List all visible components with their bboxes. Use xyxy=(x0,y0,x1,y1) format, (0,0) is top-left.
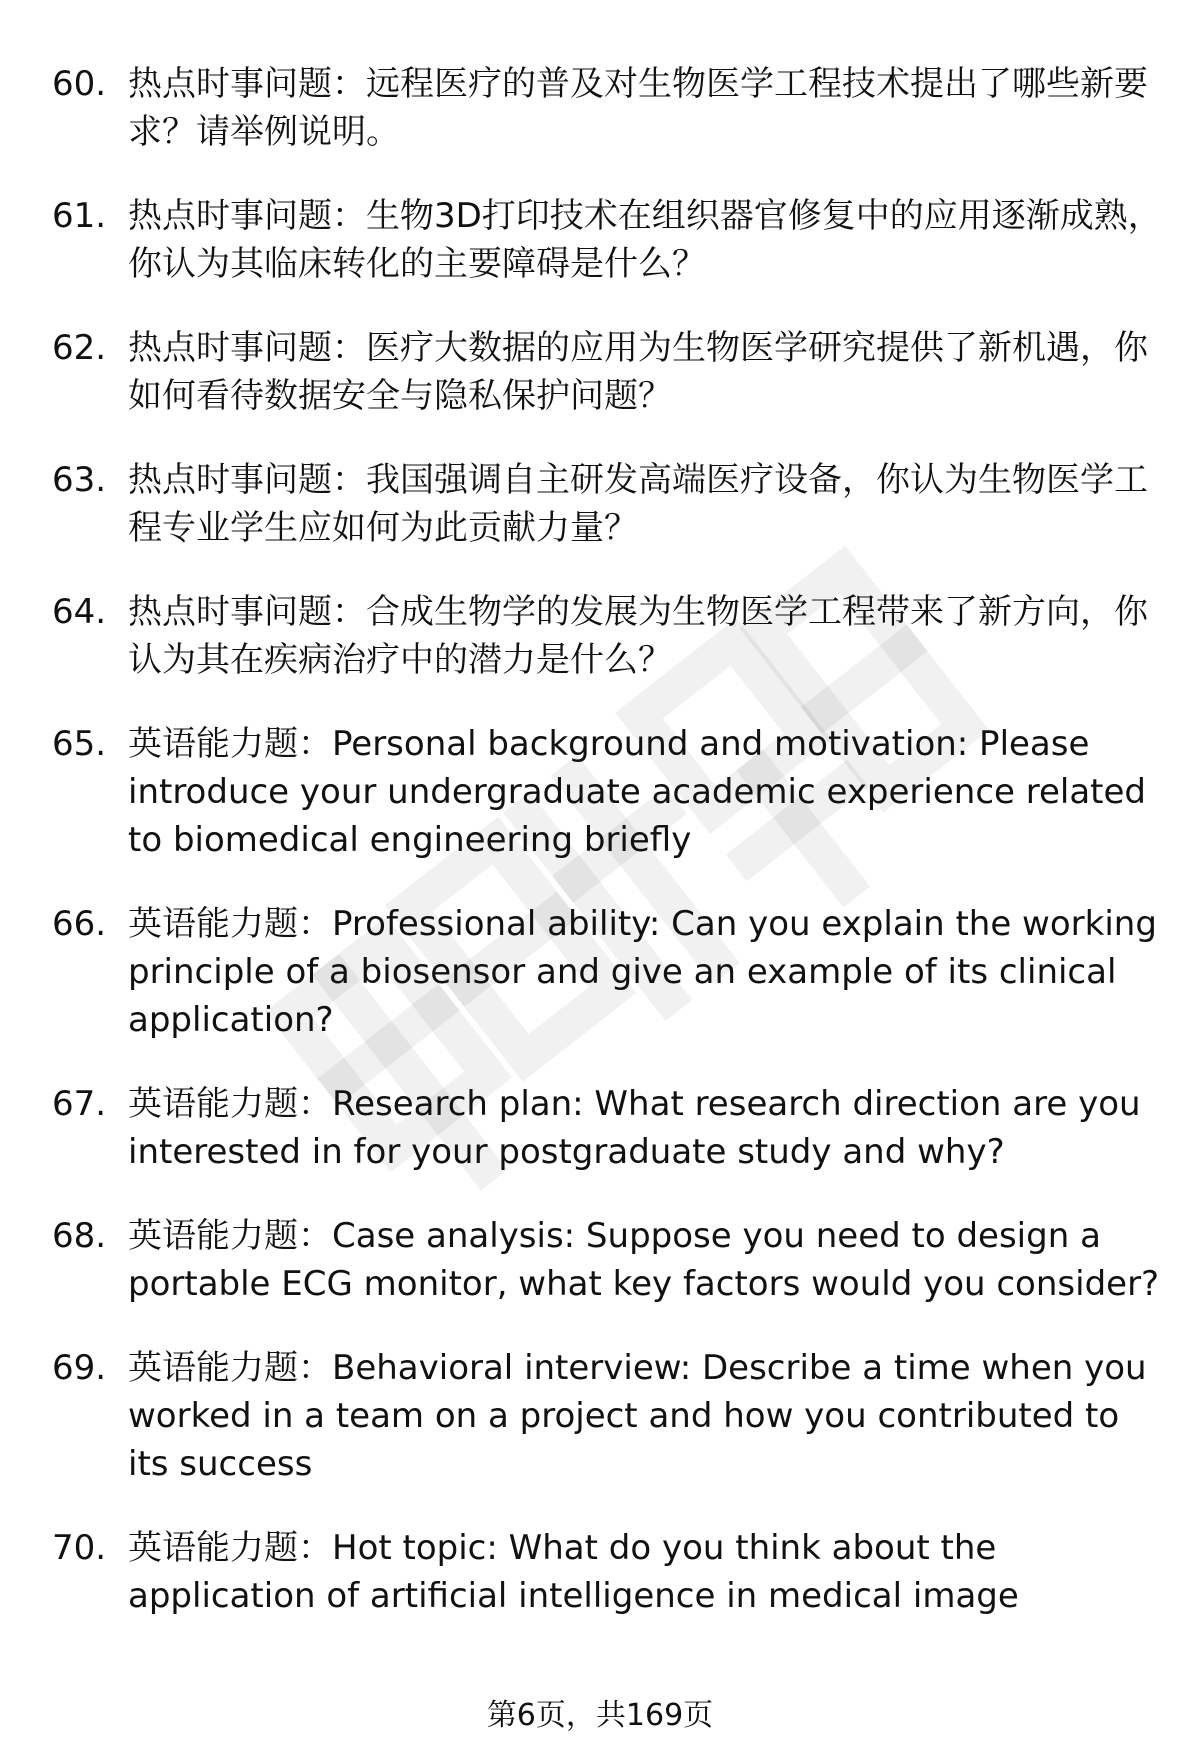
question-item xyxy=(52,1524,1162,1620)
question-number: 61. xyxy=(52,196,107,236)
question-text: 英语能力题：Hot topic: What do you think about the application of artificial intelligence in medical image xyxy=(128,1528,1019,1616)
question-number: 67. xyxy=(52,1084,107,1124)
question-item xyxy=(52,1212,1162,1308)
question-text: 英语能力题：Behavioral interview: Describe a time when you worked in a team on a project and how you contributed to its success xyxy=(128,1348,1147,1484)
question-number: 63. xyxy=(52,460,107,500)
question-text: 热点时事问题：生物3D打印技术在组织器官修复中的应用逐渐成熟，你认为其临床转化的主要障碍是什么？ xyxy=(128,196,1162,284)
question-number: 69. xyxy=(52,1348,107,1388)
question-number: 62. xyxy=(52,328,107,368)
question-item xyxy=(52,192,1162,288)
question-text: 热点时事问题：医疗大数据的应用为生物医学研究提供了新机遇，你如何看待数据安全与隐私保护问题？ xyxy=(128,328,1148,416)
question-text: 英语能力题：Research plan: What research direction are you interested in for your postgraduate study and why? xyxy=(128,1084,1141,1172)
question-number: 65. xyxy=(52,724,107,764)
question-list xyxy=(52,60,1162,1656)
question-number: 64. xyxy=(52,592,107,632)
question-number: 68. xyxy=(52,1216,107,1256)
question-text: 英语能力题：Professional ability: Can you explain the working principle of a biosensor and give an example of its clinical application? xyxy=(128,904,1157,1040)
question-item xyxy=(52,1080,1162,1176)
question-number: 60. xyxy=(52,64,107,104)
question-number: 70. xyxy=(52,1528,107,1568)
question-item xyxy=(52,588,1162,684)
page-number-label: 第6页，共169页 xyxy=(486,1698,714,1733)
question-item xyxy=(52,900,1162,1044)
question-item xyxy=(52,324,1162,420)
question-text: 英语能力题：Case analysis: Suppose you need to design a portable ECG monitor, what key factors would you consider? xyxy=(128,1216,1160,1304)
question-item xyxy=(52,60,1162,156)
question-text: 热点时事问题：合成生物学的发展为生物医学工程带来了新方向，你认为其在疾病治疗中的潜力是什么？ xyxy=(128,592,1148,680)
question-number: 66. xyxy=(52,904,107,944)
question-text: 热点时事问题：我国强调自主研发高端医疗设备，你认为生物医学工程专业学生应如何为此贡献力量？ xyxy=(128,460,1148,548)
question-text: 热点时事问题：远程医疗的普及对生物医学工程技术提出了哪些新要求？请举例说明。 xyxy=(128,64,1148,152)
question-item xyxy=(52,1344,1162,1488)
question-item xyxy=(52,456,1162,552)
question-text: 英语能力题：Personal background and motivation: Please introduce your undergraduate academic experience related to biomedical engineering briefly xyxy=(128,724,1147,860)
page-footer xyxy=(0,1696,1200,1736)
question-item xyxy=(52,720,1162,864)
